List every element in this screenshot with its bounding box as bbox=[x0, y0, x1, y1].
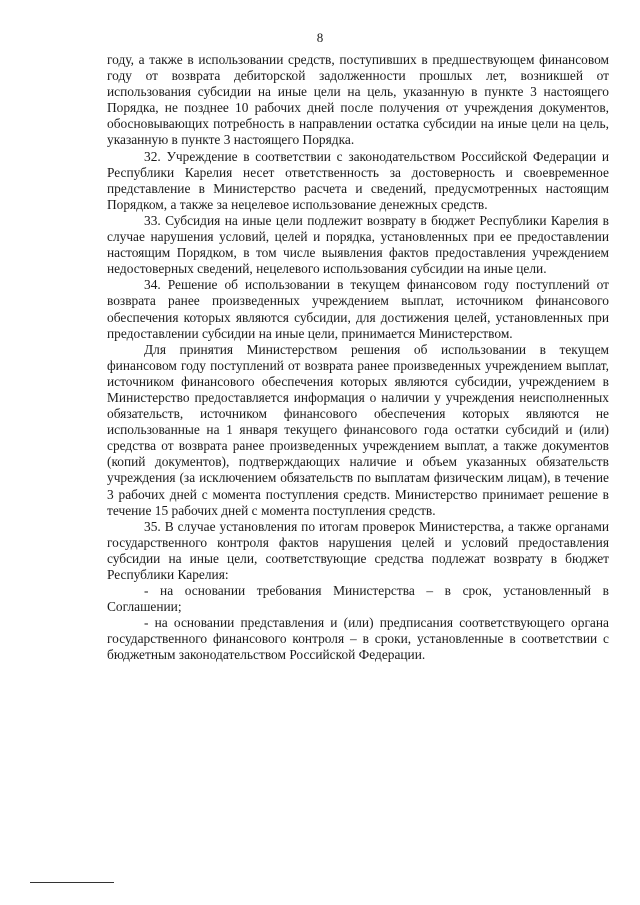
footnote-divider bbox=[30, 882, 114, 883]
body-text bbox=[107, 52, 609, 664]
paragraph-34: 34. Решение об использовании в текущем финансовом году поступлений от возврата ранее произведенных учреждением выплат, источником финансового обеспечения которых являются субсидии, для достижения целей, установленных при предоставлении субсидии на иные цели, принимается Министерством. bbox=[107, 277, 609, 341]
paragraph-34-details: Для принятия Министерством решения об использовании в текущем финансовом году поступлений от возврата ранее произведенных учреждением выплат, источником финансового обеспечения которых являются субсидии, учреждением в Министерство предоставляется информация о наличии у учреждения неисполненных обязательств, источником финансового обеспечения которых являются не использованные на 1 января текущего финансового года остатки субсидий и (или) средства от возврата ранее произведенных учреждением выплат, а также документов (копий документов), подтверждающих наличие и объем указанных обязательств учреждения (за исключением обязательств по выплатам физическим лицам), в течение 3 рабочих дней с момента поступления средств. Министерство принимает решение в течение 15 рабочих дней с момента поступления средств. bbox=[107, 341, 609, 518]
page-number: 8 bbox=[316, 30, 324, 45]
list-item-ministry-requirement: - на основании требования Министерства – в срок, установленный в Соглашении; bbox=[107, 583, 609, 615]
paragraph-32: 32. Учреждение в соответствии с законодательством Российской Федерации и Республики Карелия несет ответственность за достоверность и своевременное представление в Министерство расчета и сведений, предусмотренных настоящим Порядком, а также за нецелевое использование денежных средств. bbox=[107, 148, 609, 212]
paragraph-35: 35. В случае установления по итогам проверок Министерства, а также органами государственного контроля фактов нарушения целей и условий предоставления субсидии на иные цели, соответствующие средства подлежат возврату в бюджет Республики Карелия: bbox=[107, 518, 609, 582]
paragraph-33: 33. Субсидия на иные цели подлежит возврату в бюджет Республики Карелия в случае нарушения условий, целей и порядка, установленных при ее предоставлении настоящим Порядком, в том числе выявления фактов предоставления учреждением недостоверных сведений, нецелевого использования субсидии на иные цели. bbox=[107, 212, 609, 277]
list-item-control-body-order: - на основании представления и (или) предписания соответствующего органа государственного финансового контроля – в сроки, установленные в соответствии с бюджетным законодательством Российской Федерации. bbox=[107, 615, 609, 663]
paragraph-continuation: году, а также в использовании средств, поступивших в предшествующем финансовом году от возврата дебиторской задолженности прошлых лет, возникшей от использования субсидии на иные цели на цель, указанную в пункте 3 настоящего Порядка, не позднее 10 рабочих дней после получения от учреждения документов, обосновывающих потребность в направлении остатка субсидии на иные цели на цель, указанную в пункте 3 настоящего Порядка. bbox=[107, 52, 609, 148]
